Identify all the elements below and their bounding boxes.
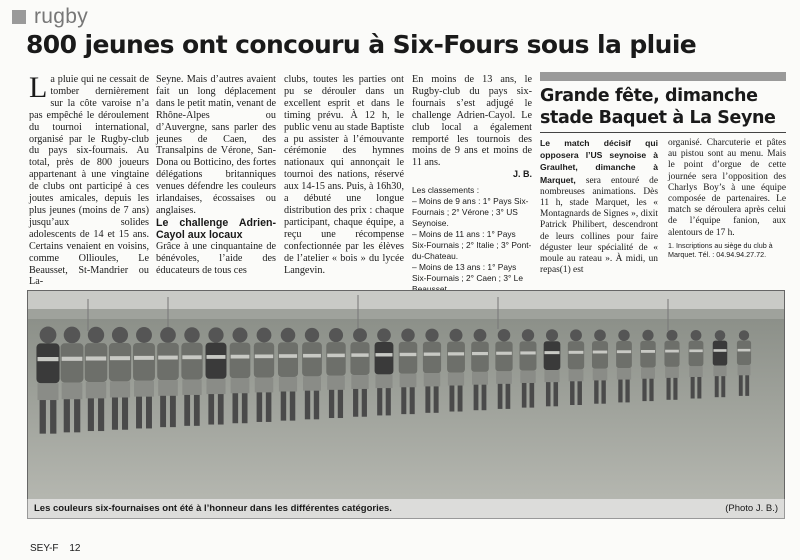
- photo-caption-bar: [27, 499, 785, 519]
- article-headline: 800 jeunes ont concouru à Six-Fours sous la pluie: [26, 30, 697, 59]
- article-signature: J. B.: [512, 169, 532, 180]
- section-rubric: rugby: [34, 5, 89, 28]
- classement-line: – Moins de 13 ans : 1° Pays Six-Fournais ; 2° Caen ; 3° Le: [412, 262, 523, 284]
- sidebar-footnote: 1. Inscriptions au siège du club à Marquet. Tél. : 04.94.94.27.72.: [668, 240, 773, 260]
- photo-caption: Les couleurs six-fournaises ont été à l’honneur dans les différentes catégories.: [34, 503, 392, 514]
- team-photo: [27, 290, 785, 500]
- sidebar-title: Grande fête, dimanche stade Baquet à La Seyne: [540, 86, 776, 128]
- sidebar-column-1-text: sera entouré de nombreuses animations. Dès 11 h, stade Marquet, les « Montagnards de Signes », dixit Patrick Philibert, descendront de leurs collines pour faire déguster leur spécialité de « moule au rateau ». À midi, un repas(1) est: [540, 175, 658, 276]
- article-subhead: Le challenge Adrien-Cayol aux locaux: [156, 216, 276, 241]
- section-header: [12, 6, 88, 28]
- classements-heading: Les classements :: [412, 185, 480, 196]
- sidebar-lead: Le match décisif qui opposera l’US seynoise à Graulhet, dimanche à Marquet,: [540, 138, 658, 185]
- article-column-2: [156, 74, 276, 277]
- photo-credit: (Photo J. B.): [725, 503, 778, 514]
- edition-code: SEY-F: [30, 543, 59, 554]
- team-photo-illustration: [28, 291, 785, 500]
- classement-line: – Moins de 11 ans : 1° Pays Six-Fournais ; 2° Italie ; 3° Pont-du-Chateau.: [412, 229, 532, 262]
- page-number: 12: [69, 543, 81, 554]
- column-1-text: a pluie qui ne cessait de tomber dernièrement sur la côte varoise n’a pas empêché le déroulement du tournoi international, organisé par le Rugby-club du pays six-fournais. Au total, près de 800 joueurs appartenant à une vingtaine de clubs ont participé à ces joutes amicales, depuis les plus jeunes (moins de 7 ans) jusqu’aux solides adolescents de 14 et 15 ans. Certains venaient en voisins, comme Ollioules, Le Beausset, St-Mandrier ou La-: [29, 74, 149, 288]
- dropcap: L: [29, 71, 48, 104]
- sidebar-top-bar: [540, 72, 786, 81]
- article-column-4: [412, 74, 532, 317]
- classement-line: – Moins de 9 ans : 1° Pays Six-Fournais ; 2° Vérone ; 3° US Seynoise.: [412, 196, 529, 229]
- section-square-icon: [12, 10, 26, 24]
- column-2-text: Seyne. Mais d’autres avaient fait un long déplacement dans le petit matin, venant de Rhône-Alpes ou d’Auvergne, sans parler des jeunes de Caen, des Transalpins de Vérone, San-Dona ou Botticino, des fortes délégations britanniques venues défendre les couleurs irlandaises, écossaises ou anglaises.: [156, 74, 276, 216]
- column-3-text: clubs, toutes les parties ont pu se dérouler dans un excellent esprit et dans le timing prévu. À 12 h, le public venu au stade Baptiste a pu assister à l’émouvante cérémonie des hymnes nationaux qui annonçait le tournoi des nations, réservé aux 14-15 ans. Puis, à 16h30, a débuté une longue distribution des prix : chaque participant, chaque équipe, a reçu une récompense confectionnée par les élèves de l’atelier « bois » du lycée Langevin.: [284, 74, 404, 276]
- page-folio: [30, 543, 88, 554]
- sidebar-column-2-text: organisé. Charcuterie et pâtes au pistou sont au menu. Mais le point d’orgue de cette journée sera l’opposition des Charlys Boy’s à une équipe composée de partenaires. Le match se déroulera après celui de l’équipe fanion, aux alentours de 17 h.: [668, 138, 786, 238]
- column-2-text-continued: Grâce à une cinquantaine de bénévoles, l’aide des éducateurs de tous ces: [156, 240, 276, 276]
- sidebar-article: [540, 72, 786, 276]
- sidebar-column-1: [540, 138, 658, 276]
- sidebar-rule: [540, 132, 786, 133]
- sidebar-column-2: [668, 138, 786, 260]
- article-column-1: [29, 71, 149, 288]
- article-column-3: [284, 74, 404, 276]
- column-4-text: En moins de 13 ans, le Rugby-club du pays six-fournais s’est adjugé le challenge Adrien-Cayol. Le club local a également remporté les tournois des moins de 9 ans et moins de 11 ans.: [412, 74, 532, 169]
